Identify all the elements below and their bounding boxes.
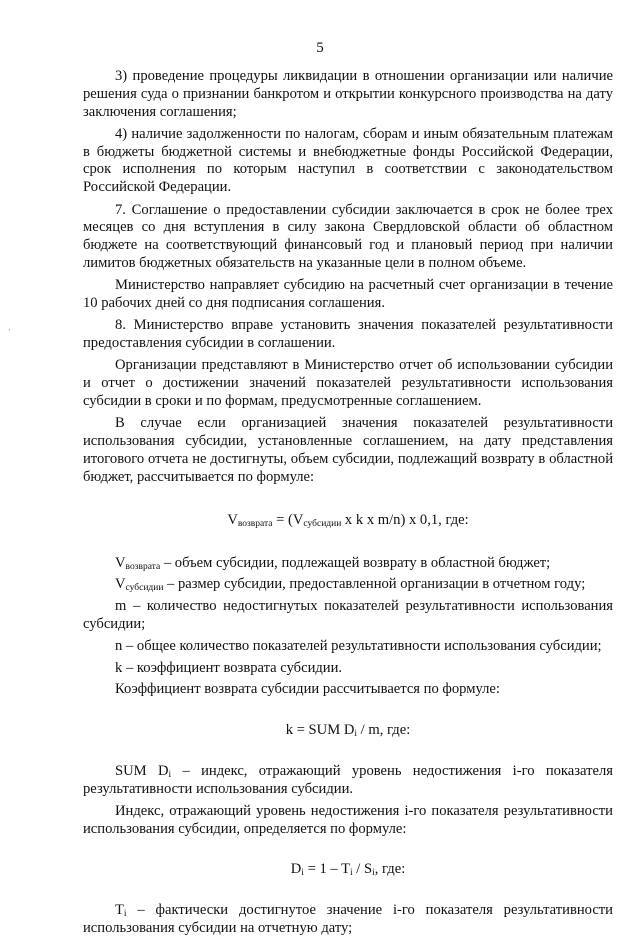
def-sub: i <box>168 770 172 781</box>
formula-text: = 1 – T <box>303 861 350 878</box>
formula-v: V <box>227 511 238 528</box>
definition-v-return <box>83 555 613 573</box>
paragraph-reports: Организации представляют в Министерство отчет об использовании субсидии и отчет о достижении значений показателей результативности использования субсидии в сроки и по формам, предусмотренные соглашением. <box>83 357 613 410</box>
formula-text: , где: <box>374 861 406 878</box>
document-body <box>83 68 613 942</box>
formula-sub: i <box>301 868 304 879</box>
def-sub: i <box>123 909 127 920</box>
formula-return-volume <box>83 511 613 529</box>
definition-sum-di <box>83 763 613 799</box>
formula-coefficient <box>83 721 613 739</box>
margin-mark: · <box>8 325 11 335</box>
formula-sub-return: возврата <box>237 518 273 529</box>
formula-tail: x k x m/n) x 0,1, где: <box>341 511 469 528</box>
formula-text: D <box>290 861 302 878</box>
definition-n: n – общее количество показателей результативности использования субсидии; <box>115 637 602 654</box>
def-sub: возврата <box>125 561 161 572</box>
def-sub: субсидии <box>125 583 164 594</box>
definition-k: k – коэффициент возврата субсидии. <box>115 659 343 676</box>
paragraph-clause-8: 8. Министерство вправе установить значения показателей результативности предоставления субсидии в соглашении. <box>83 317 613 352</box>
definition-v-subsidy <box>83 576 613 594</box>
paragraph-item-3: 3) проведение процедуры ликвидации в отношении организации или наличие решения суда о признании банкротом и открытии конкурсного производства на дату заключения соглашения; <box>83 68 613 120</box>
def-text: – объем субсидии, подлежащей возврату в областной бюджет; <box>160 554 551 571</box>
formula-mid: = (V <box>272 511 304 528</box>
def-symbol: T <box>115 902 124 919</box>
formula-text: / m, где: <box>357 722 411 739</box>
def-symbol: V <box>115 576 126 593</box>
definition-ti <box>83 902 613 938</box>
def-text: – фактически достигнутое значение i-го показателя результативности использования субсидии на отчетную дату; <box>83 902 613 937</box>
formula-sub: i <box>372 868 375 879</box>
def-symbol: V <box>115 554 126 571</box>
formula-text: / S <box>352 861 373 878</box>
paragraph-return-case: В случае если организацией значения показателей результативности использования субсидии, установленные соглашением, на дату представления итогового отчета не достигнуты, объем субсидии, подлежащий возврату в областной бюджет, рассчитывается по формуле: <box>83 415 613 485</box>
paragraph-transfer: Министерство направляет субсидию на расчетный счет организации в течение 10 рабочих дней со дня подписания соглашения. <box>83 277 613 312</box>
definition-m: m – количество недостигнутых показателей результативности использования субсидии; <box>83 598 613 632</box>
formula-text: k = SUM D <box>285 722 355 739</box>
formula-sub-subsidy: субсидии <box>303 518 342 529</box>
coefficient-intro: Коэффициент возврата субсидии рассчитывается по формуле: <box>115 681 500 698</box>
formula-index <box>83 860 613 878</box>
formula-sub: i <box>354 729 358 740</box>
formula-sub: i <box>350 868 353 879</box>
def-text: – размер субсидии, предоставленной организации в отчетном году; <box>163 576 586 593</box>
def-symbol: SUM D <box>115 763 169 780</box>
paragraph-clause-7: 7. Соглашение о предоставлении субсидии заключается в срок не более трех месяцев со дня вступления в силу закона Свердловской области об областном бюджете на соответствующий финансовый год и плановый период при наличии лимитов бюджетных обязательств на указанные цели в полном объеме. <box>83 201 613 271</box>
index-intro: Индекс, отражающий уровень недостижения i-го показателя результативности использования субсидии, определяется по формуле: <box>83 802 613 837</box>
page-number: 5 <box>316 40 324 56</box>
paragraph-item-4: 4) наличие задолженности по налогам, сборам и иным обязательным платежам в бюджеты бюджетной системы и внебюджетные фонды Российской Федерации, срок исполнения по которым наступил в соответствии с законодательством Российской Федерации. <box>83 125 613 196</box>
def-text: – индекс, отражающий уровень недостижения i-го показателя результативности использования субсидии. <box>83 763 613 797</box>
